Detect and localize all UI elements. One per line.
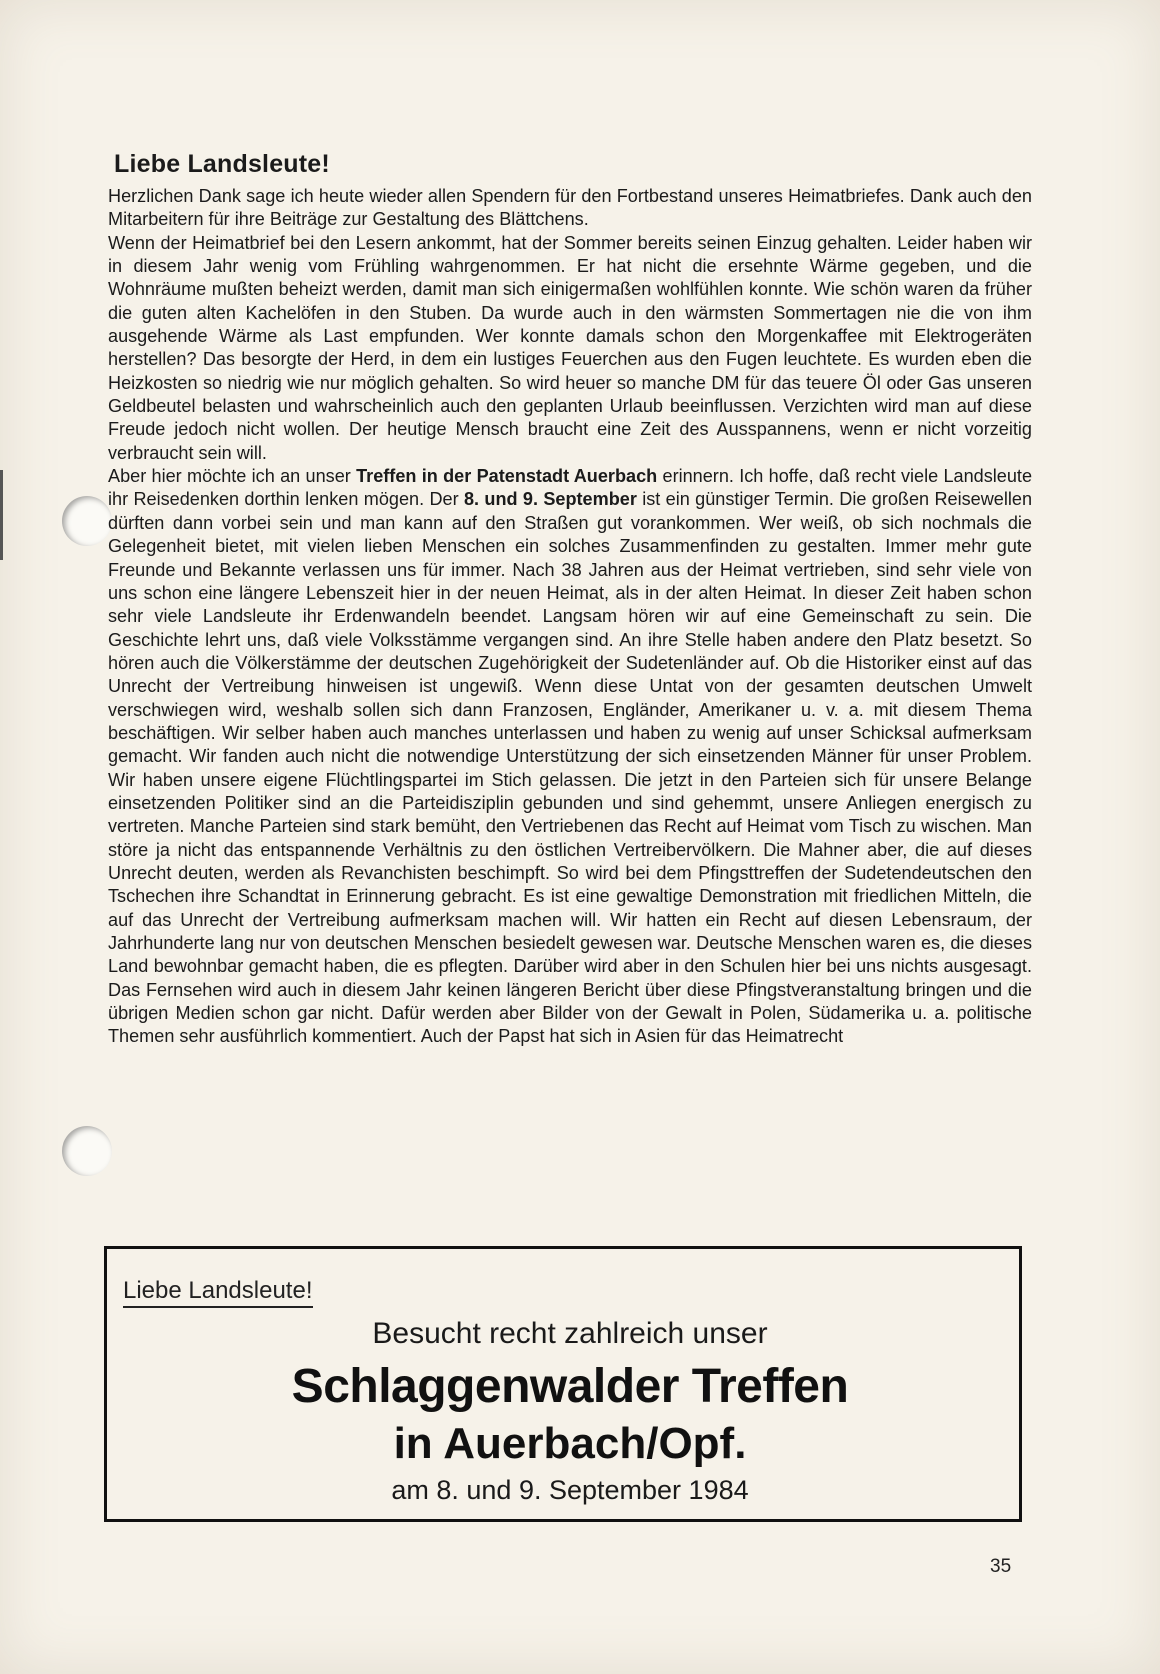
letter-heading: Liebe Landsleute! <box>114 150 330 178</box>
paragraph-meeting-part-a: Aber hier möchte ich an unser <box>108 466 357 487</box>
letter <box>108 150 1032 1049</box>
paragraph-meeting-part-e: ist ein günstiger Termin. Die großen Reisewellen dürften dann vorbei sein und man kann auf den Straßen gut vorankommen. Wer weiß, ob sich nochmals die Gelegenheit bietet, mit vielen lieben Menschen ein solches Zusammenfinden zu gestalten. Immer mehr gute Freunde und Bekannte verlassen uns für immer. Nach 38 Jahren aus der Heimat vertrieben, sind sehr viele von uns schon eine längere Lebenszeit hier in der neuen Heimat, als in der alten Heimat. In dieser Zeit haben schon sehr viele Landsleute ihr Erdenwandeln beendet. Langsam hören wir auf eine Gemeinschaft zu sein. Die Geschichte lehrt uns, daß viele Volksstämme vergangen sind. An ihre Stelle haben andere den Platz besetzt. So hören auch die Völkerstämme der deutschen Zugehörigkeit der Sudetenländer auf. Ob die Historiker einst auf das Unrecht der Vertreibung hinweisen ist ungewiß. Wenn diese Untat von der gesamten deutschen Umwelt verschwiegen wird, weshalb sollen sich dann Franzosen, Engländer, Amerikaner u. v. a. mit diesem Thema beschäftigen. Wir selber haben auch manches unterlassen und haben zu wenig auf unser Schicksal aufmerksam gemacht. Wir fanden auch nicht die notwendige Unterstützung der sich einsetzenden Männer für unser Problem. Wir haben unsere eigene Flüchtlingspartei im Stich gelassen. Die jetzt in den Parteien sich für unsere Belange einsetzenden Politiker sind an die Parteidisziplin gebunden und sind gehemmt, unsere Anliegen energisch zu vertreten. Manche Parteien sind stark bemüht, den Vertriebenen das Recht auf Heimat vom Tisch zu wischen. Man störe ja nicht das entspannende Verhältnis zu den östlichen Vertreibervölkern. Die Mahner aber, die auf dieses Unrecht deuten, werden als Revanchisten beschimpft. So wird bei dem Pfingsttreffen der Sudetendeutschen den Tschechen ihre Schandtat in Erinnerung gebracht. Es ist eine gewaltige Demonstration mit friedlichen Mitteln, die auf das Unrecht der Vertreibung aufmerksam machen will. Wir hatten ein Recht auf diesen Lebensraum, der Jahrhunderte lang nur von deutschen Menschen besiedelt gewesen war. Deutsche Menschen waren es, die dieses Land bewohnbar gemacht haben, die es pflegten. Darüber wird aber in den Schulen hier bei uns nichts ausgesagt. Das Fernsehen wird auch in diesem Jahr keinen längeren Bericht über diese Pfingstveranstaltung bringen und die übrigen Medien schon gar nicht. Dafür werden aber Bilder von der Gewalt in Polen, Südamerika u. a. politische Themen sehr ausführlich kommentiert. Auch der Papst hat sich in Asien für das Heimatrecht <box>108 489 1033 1047</box>
announcement-location: in Auerbach/Opf. <box>393 1419 747 1468</box>
paragraph-summer: Wenn der Heimatbrief bei den Lesern ankommt, hat der Sommer bereits seinen Einzug gehalten. Leider haben wir in diesem Jahr wenig vom Frühling wahrgenommen. Er hat nicht die ersehnte Wärme gegeben, und die Wohnräume mußten beheizt werden, damit man sich einigermaßen wohlfühlen konnte. Wie schön waren da früher die guten alten Kachelöfen in den Stuben. Da wurde auch in den wärmsten Sommertagen nie die von ihm ausgehende Wärme als Last empfunden. Wer konnte damals schon den Morgenkaffee mit Elektrogeräten herstellen? Das besorgte der Herd, in dem ein lustiges Feuerchen aus den Fugen leuchtete. Es wurden eben die Heizkosten so niedrig wie nur möglich gehalten. So wird heuer so manche DM für das teuere Öl oder Gas unseren Geldbeutel belasten und wahrscheinlich auch den geplanten Urlaub beeinflussen. Verzichten wird man auf diese Freude jedoch nicht wollen. Der heutige Mensch braucht eine Zeit des Ausspannens, wenn er nicht vorzeitig verbraucht sein will. <box>108 232 1032 463</box>
letter-body <box>108 185 1032 1049</box>
page-number: 35 <box>990 1556 1012 1577</box>
meeting-date-emphasis: 8. und 9. September <box>463 489 637 510</box>
binder-mark <box>0 470 3 560</box>
announcement-invitation: Besucht recht zahlreich unser <box>372 1317 768 1350</box>
announcement-greeting: Liebe Landsleute! <box>123 1277 313 1308</box>
paragraph-meeting <box>108 465 1032 1049</box>
announcement-box <box>104 1246 1022 1522</box>
punch-hole-top <box>62 496 112 546</box>
announcement-title: Schlaggenwalder Treffen <box>291 1360 849 1413</box>
paragraph-meeting-part-c: erinnern. Ich hoffe, daß recht viele Landsleute ihr Reisedenken dorthin lenken mögen. Der <box>108 466 1033 510</box>
meeting-place-emphasis: Treffen in der Patenstadt Auerbach <box>356 466 658 487</box>
punch-hole-bottom <box>62 1126 112 1176</box>
announcement-date: am 8. und 9. September 1984 <box>391 1475 749 1505</box>
paragraph-thanks: Herzlichen Dank sage ich heute wieder allen Spendern für den Fortbestand unseres Heimatbriefes. Dank auch den Mitarbeitern für ihre Beiträge zur Gestaltung des Blättchens. <box>108 186 1032 230</box>
